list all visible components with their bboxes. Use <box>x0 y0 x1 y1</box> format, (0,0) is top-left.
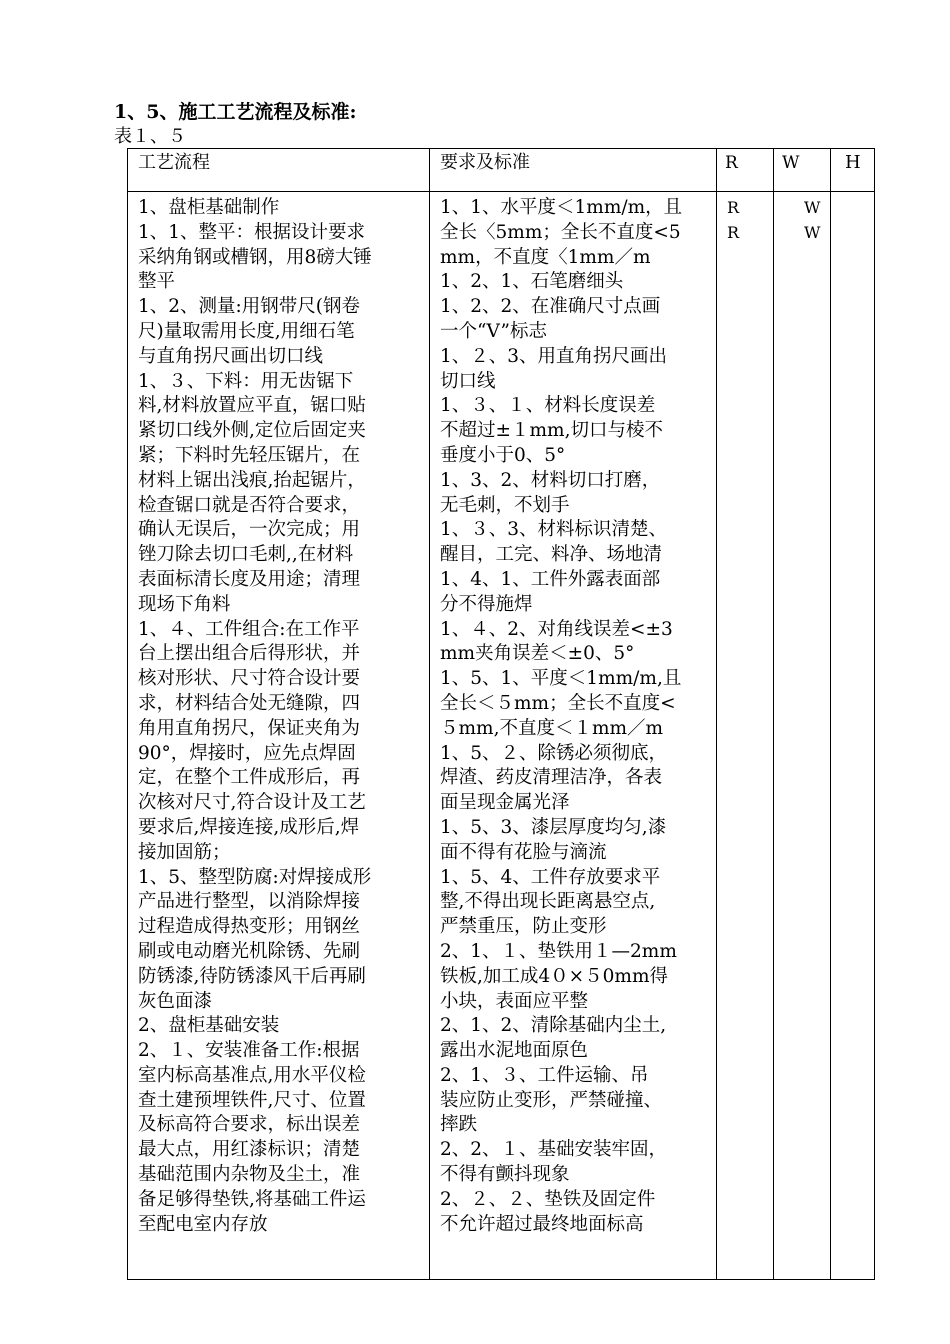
w-cell <box>774 192 831 1280</box>
process-line: 2、盘柜基础安装 <box>138 1015 280 1037</box>
standard-line: 全长＜５mm；全长不直度< <box>440 692 676 714</box>
process-line: 台上摆出组合后得形状，并 <box>138 643 361 665</box>
process-line: 尺)量取需用长度,用细石笔 <box>138 320 355 342</box>
standard-line: 2、1、2、清除基础内尘土, <box>440 1015 667 1037</box>
process-line: 基础范围内杂物及尘土，准 <box>138 1164 361 1186</box>
process-line: 最大点，用红漆标识；清楚 <box>138 1139 361 1161</box>
process-line: 角用直角拐尺，保证夹角为 <box>138 717 361 739</box>
process-line: 及标高符合要求，标出误差 <box>138 1114 361 1136</box>
standard-line: 一个“V”标志 <box>440 320 547 342</box>
process-line: 与直角拐尺画出切口线 <box>138 345 324 367</box>
process-line: 查土建预埋铁件,尺寸、位置 <box>138 1089 366 1111</box>
standard-line: 面不得有花脸与滴流 <box>440 841 607 863</box>
standard-line: 1、3、2、材料切口打磨， <box>440 469 661 491</box>
process-line: 备足够得垫铁,将基础工件运 <box>138 1188 366 1210</box>
standard-line: 1、5、3、漆层厚度均匀,漆 <box>440 816 667 838</box>
standard-line: 2、1、３、工件运输、吊 <box>440 1064 649 1086</box>
process-line: 紧；下料时先轻压锯片，在 <box>138 444 361 466</box>
w-mark: W <box>804 222 821 242</box>
standard-line: 无毛刺，不划手 <box>440 494 570 516</box>
process-line: 90°，焊接时，应先点焊固 <box>138 742 356 764</box>
process-line: 求，材料结合处无缝隙，四 <box>138 692 361 714</box>
process-line: 防锈漆,待防锈漆风干后再刷 <box>138 965 366 987</box>
standard-line: 1、2、2、在准确尺寸点画 <box>440 296 661 318</box>
header-h: H <box>831 149 875 192</box>
standard-line: 1、5、4、工件存放要求平 <box>440 866 661 888</box>
standard-line: 露出水泥地面原色 <box>440 1040 589 1062</box>
standard-line: 全长〈5mm；全长不直度<5 <box>440 221 681 243</box>
standard-line: 1、３、１、材料长度误差 <box>440 395 656 417</box>
standard-line: 垂度小于0、5° <box>440 444 566 466</box>
standard-line: 切口线 <box>440 370 496 392</box>
standard-line: 2、1、１、垫铁用１—2mm <box>440 940 677 962</box>
standard-line: 小块，表面应平整 <box>440 990 589 1012</box>
standard-line: 2、2、１、基础安装牢固， <box>440 1139 668 1161</box>
r-cell <box>717 192 774 1280</box>
table-caption: 表１、５ <box>114 126 186 147</box>
process-line: 1、5、整型防腐:对焊接成形 <box>138 866 372 888</box>
standard-line: 不得有颤抖现象 <box>440 1164 570 1186</box>
process-line: 产品进行整型，以消除焊接 <box>138 891 361 913</box>
header-process: 工艺流程 <box>128 149 430 192</box>
standard-line: 醒目，工完、料净、场地清 <box>440 544 663 566</box>
standard-line: 1、３、3、材料标识清楚、 <box>440 519 668 541</box>
process-line: 过程造成得热变形；用钢丝 <box>138 916 361 938</box>
h-cell <box>831 192 875 1280</box>
process-line: 表面标清长度及用途；清理 <box>138 568 361 590</box>
header-r: R <box>717 149 774 192</box>
process-line: 接加固筋； <box>138 841 231 863</box>
standard-line: 1、4、1、工件外露表面部 <box>440 568 661 590</box>
process-standards-table <box>127 148 875 1280</box>
standard-line: 铁板,加工成4０×５0mm得 <box>440 965 669 987</box>
process-line: 紧切口线外侧,定位后固定夹 <box>138 420 366 442</box>
process-line: 定，在整个工件成形后，再 <box>138 767 361 789</box>
standard-line: 1、5、1、平度＜1mm/m,且 <box>440 668 682 690</box>
process-line: 要求后,焊接连接,成形后,焊 <box>138 816 360 838</box>
table-header-row <box>128 149 875 192</box>
process-line: 1、４、工件组合:在工作平 <box>138 618 360 640</box>
standard-line: 1、４、2、对角线误差<±3 <box>440 618 673 640</box>
standard-line: 不允许超过最终地面标高 <box>440 1213 644 1235</box>
process-line: 材料上锯出浅痕,抬起锯片， <box>138 469 366 491</box>
process-line: 刷或电动磨光机除锈、先刷 <box>138 940 361 962</box>
process-line: 室内标高基准点,用水平仪检 <box>138 1064 366 1086</box>
w-mark: W <box>804 198 821 217</box>
standard-line: 摔跌 <box>440 1114 478 1136</box>
standard-cell <box>430 192 717 1280</box>
process-line: 确认无误后，一次完成；用 <box>138 519 361 541</box>
standard-line: mm，不直度〈1mm／m <box>440 246 651 268</box>
standard-line: 焊渣、药皮清理洁净，各表 <box>440 767 663 789</box>
standard-line: 面呈现金属光泽 <box>440 792 570 814</box>
header-w: W <box>774 149 831 192</box>
standard-line: 1、2、1、石笔磨细头 <box>440 271 624 293</box>
r-mark: R <box>727 198 740 217</box>
standard-line: 1、２、3、用直角拐尺画出 <box>440 345 668 367</box>
process-line: 采纳角钢或槽钢，用8磅大锤 <box>138 246 372 268</box>
process-cell <box>128 192 430 1280</box>
standard-line: mm夹角误差＜±0、5° <box>440 643 635 665</box>
process-line: 1、３、下料：用无齿锯下 <box>138 370 354 392</box>
r-mark: R <box>727 222 740 242</box>
process-line: 检查锯口就是否符合要求， <box>138 494 361 516</box>
standard-line: ５mm,不直度＜１mm／m <box>440 717 664 739</box>
standard-line: 1、1、水平度＜1mm/m，且 <box>440 197 683 218</box>
process-line: 1、1、整平：根据设计要求 <box>138 221 366 243</box>
process-line: 核对形状、尺寸符合设计要 <box>138 668 361 690</box>
process-line: 锉刀除去切口毛刺,,在材料 <box>138 544 354 566</box>
standard-line: 2、２、２、垫铁及固定件 <box>440 1188 656 1210</box>
table-body-row <box>128 192 875 1280</box>
process-line: 整平 <box>138 271 176 293</box>
process-line: 2、１、安装准备工作:根据 <box>138 1040 360 1062</box>
process-line: 1、盘柜基础制作 <box>138 197 280 218</box>
header-standard: 要求及标准 <box>430 149 717 192</box>
process-line: 至配电室内存放 <box>138 1213 268 1235</box>
standard-line: 严禁重压，防止变形 <box>440 916 607 938</box>
standard-line: 不超过±１mm,切口与棱不 <box>440 420 663 442</box>
standard-line: 装应防止变形，严禁碰撞、 <box>440 1089 663 1111</box>
process-line: 现场下角料 <box>138 593 231 615</box>
standard-line: 1、5、２、除锈必须彻底， <box>440 742 668 764</box>
process-line: 1、2、测量:用钢带尺(钢卷 <box>138 296 360 318</box>
process-line: 料,材料放置应平直，锯口贴 <box>138 395 366 417</box>
process-line: 灰色面漆 <box>138 990 213 1012</box>
section-heading: 1、5、施工工艺流程及标准: <box>114 101 357 123</box>
process-line: 次核对尺寸,符合设计及工艺 <box>138 792 366 814</box>
standard-line: 分不得施焊 <box>440 593 533 615</box>
standard-line: 整,不得出现长距离悬空点, <box>440 891 656 913</box>
